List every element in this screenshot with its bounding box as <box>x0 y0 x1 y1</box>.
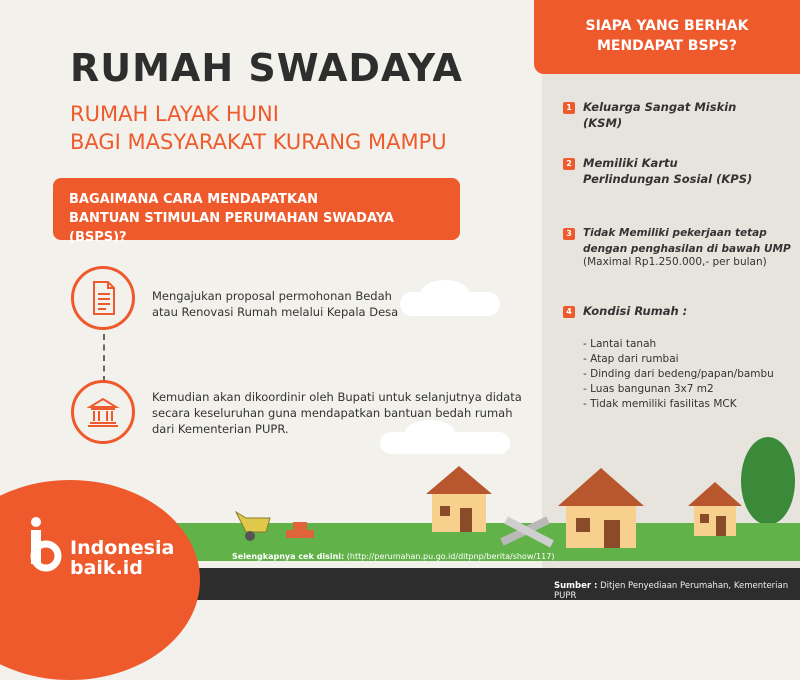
step-2-circle <box>71 380 135 444</box>
criterion-1 <box>583 99 736 131</box>
logo-line: baik.id <box>70 557 143 579</box>
house-conditions-list <box>583 337 774 412</box>
list-item: - Tidak memiliki fasilitas MCK <box>583 398 737 410</box>
page-title: RUMAH SWADAYA <box>70 46 463 90</box>
source-credit <box>554 581 800 601</box>
step-2-text <box>152 389 522 437</box>
logo-text <box>70 538 174 578</box>
criterion-line: Tidak Memiliki pekerjaan tetap <box>583 227 767 239</box>
wheelbarrow-icon <box>232 508 280 544</box>
income-note: (Maximal Rp1.250.000,- per bulan) <box>583 256 767 268</box>
question-line: BANTUAN STIMULAN PERUMAHAN SWADAYA (BSPS)? <box>69 211 394 245</box>
list-item: - Luas bangunan 3x7 m2 <box>583 383 714 395</box>
criterion-line: Perlindungan Sosial (KPS) <box>583 172 753 186</box>
document-icon <box>74 269 132 327</box>
step-text-line: atau Renovasi Rumah melalui Kepala Desa <box>152 305 399 319</box>
step-text-line: Kemudian akan dikoordinir oleh Bupati untuk selanjutnya didata <box>152 390 522 404</box>
criterion-number: 3 <box>563 228 575 240</box>
step-text-line: dari Kementerian PUPR. <box>152 422 289 436</box>
list-item: - Atap dari rumbai <box>583 353 679 365</box>
criterion-line: Keluarga Sangat Miskin <box>583 100 737 114</box>
logo-line: Indonesia <box>70 537 175 559</box>
step-text-line: Mengajukan proposal permohonan Bedah <box>152 289 392 303</box>
house-icon <box>424 462 494 532</box>
more-info <box>232 552 554 561</box>
source-text: Ditjen Penyediaan Perumahan, Kementerian PUPR <box>554 581 789 601</box>
step-1-circle <box>71 266 135 330</box>
step-connector <box>103 334 105 382</box>
header-line: SIAPA YANG BERHAK <box>585 18 749 34</box>
page-subtitle <box>70 100 447 156</box>
criterion-number: 4 <box>563 306 575 318</box>
step-1-text <box>152 288 398 320</box>
more-info-link[interactable]: (http://perumahan.pu.go.id/ditpnp/berita/show/117) <box>346 552 555 561</box>
header-line: MENDAPAT BSPS? <box>596 38 738 54</box>
criterion-3 <box>583 225 791 257</box>
criterion-4: Kondisi Rumah : <box>583 304 688 318</box>
eligibility-header <box>534 0 800 74</box>
subtitle-line: RUMAH LAYAK HUNI <box>70 102 279 126</box>
step-text-line: secara keseluruhan guna mendapatkan bantuan bedah rumah <box>152 406 513 420</box>
steel-beams-icon <box>498 512 556 552</box>
criterion-line: Memiliki Kartu <box>583 156 678 170</box>
bricks-icon <box>284 518 316 544</box>
question-box <box>53 178 460 245</box>
logo-background <box>0 480 200 680</box>
more-info-label: Selengkapnya cek disini: <box>232 552 345 561</box>
cloud <box>420 280 470 310</box>
criterion-number: 1 <box>563 102 575 114</box>
criterion-line: dengan penghasilan di bawah UMP <box>583 243 791 255</box>
indonesiabaik-logo-icon <box>26 516 68 576</box>
criterion-line: (KSM) <box>583 116 623 130</box>
house-icon <box>556 462 646 548</box>
criterion-2 <box>583 155 752 187</box>
list-item: - Dinding dari bedeng/papan/bambu <box>583 368 774 380</box>
question-line: BAGAIMANA CARA MENDAPATKAN <box>69 192 319 207</box>
government-building-icon <box>74 383 132 441</box>
criterion-number: 2 <box>563 158 575 170</box>
source-label: Sumber : <box>554 581 598 591</box>
subtitle-line: BAGI MASYARAKAT KURANG MAMPU <box>70 130 447 154</box>
house-icon <box>688 478 742 536</box>
list-item: - Lantai tanah <box>583 338 657 350</box>
